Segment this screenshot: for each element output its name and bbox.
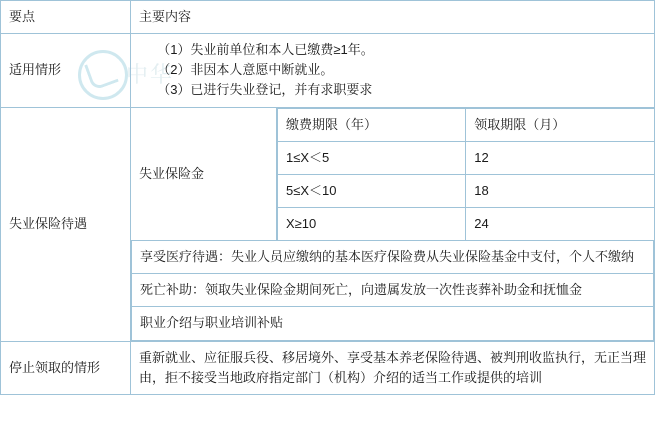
table-row <box>278 207 655 240</box>
benefit-cell-payout: 18 <box>466 174 654 207</box>
benefit-cell-payout: 12 <box>466 141 654 174</box>
benefit-amount-block <box>131 108 654 241</box>
benefit-extra-table <box>131 240 654 340</box>
row-label-benefits: 失业保险待遇 <box>1 107 131 341</box>
benefit-cell-duration: 1≤X＜5 <box>278 141 466 174</box>
list-item: （3）已进行失业登记，并有求职要求 <box>157 82 373 98</box>
row-label-termination: 停止领取的情形 <box>1 341 131 394</box>
benefit-medical-text: 享受医疗待遇：失业人员应缴纳的基本医疗保险费从失业保险基金中支付，个人不缴纳 <box>132 241 654 274</box>
table-row <box>132 274 654 307</box>
table-row-termination <box>1 341 655 394</box>
table-row-eligibility <box>1 34 655 107</box>
list-item: （1）失业前单位和本人已缴费≥1年。 <box>157 42 374 58</box>
benefit-col-header-duration: 缴费期限（年） <box>278 108 466 141</box>
header-cell-key-points: 要点 <box>1 1 131 34</box>
row-label-eligibility: 适用情形 <box>1 34 131 107</box>
row-content-benefits <box>131 107 655 341</box>
watermark-text: 中华 <box>126 62 175 87</box>
benefit-col-header-payout: 领取期限（月） <box>466 108 654 141</box>
row-content-eligibility <box>131 34 655 107</box>
table-row <box>278 174 655 207</box>
table-row <box>132 241 654 274</box>
header-cell-main-content: 主要内容 <box>131 1 655 34</box>
benefit-cell-duration: 5≤X＜10 <box>278 174 466 207</box>
benefit-training-text: 职业介绍与职业培训补贴 <box>132 307 654 340</box>
table-row <box>278 141 655 174</box>
row-content-termination: 重新就业、应征服兵役、移居境外、享受基本养老保险待遇、被判刑收监执行，无正当理由，拒不接受当地政府指定部门（机构）介绍的适当工作或提供的培训 <box>131 341 655 394</box>
table-row-benefits <box>1 107 655 341</box>
table-row <box>132 307 654 340</box>
table-row <box>278 108 655 141</box>
benefit-name: 失业保险金 <box>131 108 277 241</box>
benefit-schedule-table <box>277 108 654 241</box>
benefit-cell-payout: 24 <box>466 207 654 240</box>
table-header-row <box>1 1 655 34</box>
benefit-death-text: 死亡补助：领取失业保险金期间死亡，向遗属发放一次性丧葬补助金和抚恤金 <box>132 274 654 307</box>
benefit-cell-duration: X≥10 <box>278 207 466 240</box>
list-item: （2）非因本人意愿中断就业。 <box>157 62 334 78</box>
